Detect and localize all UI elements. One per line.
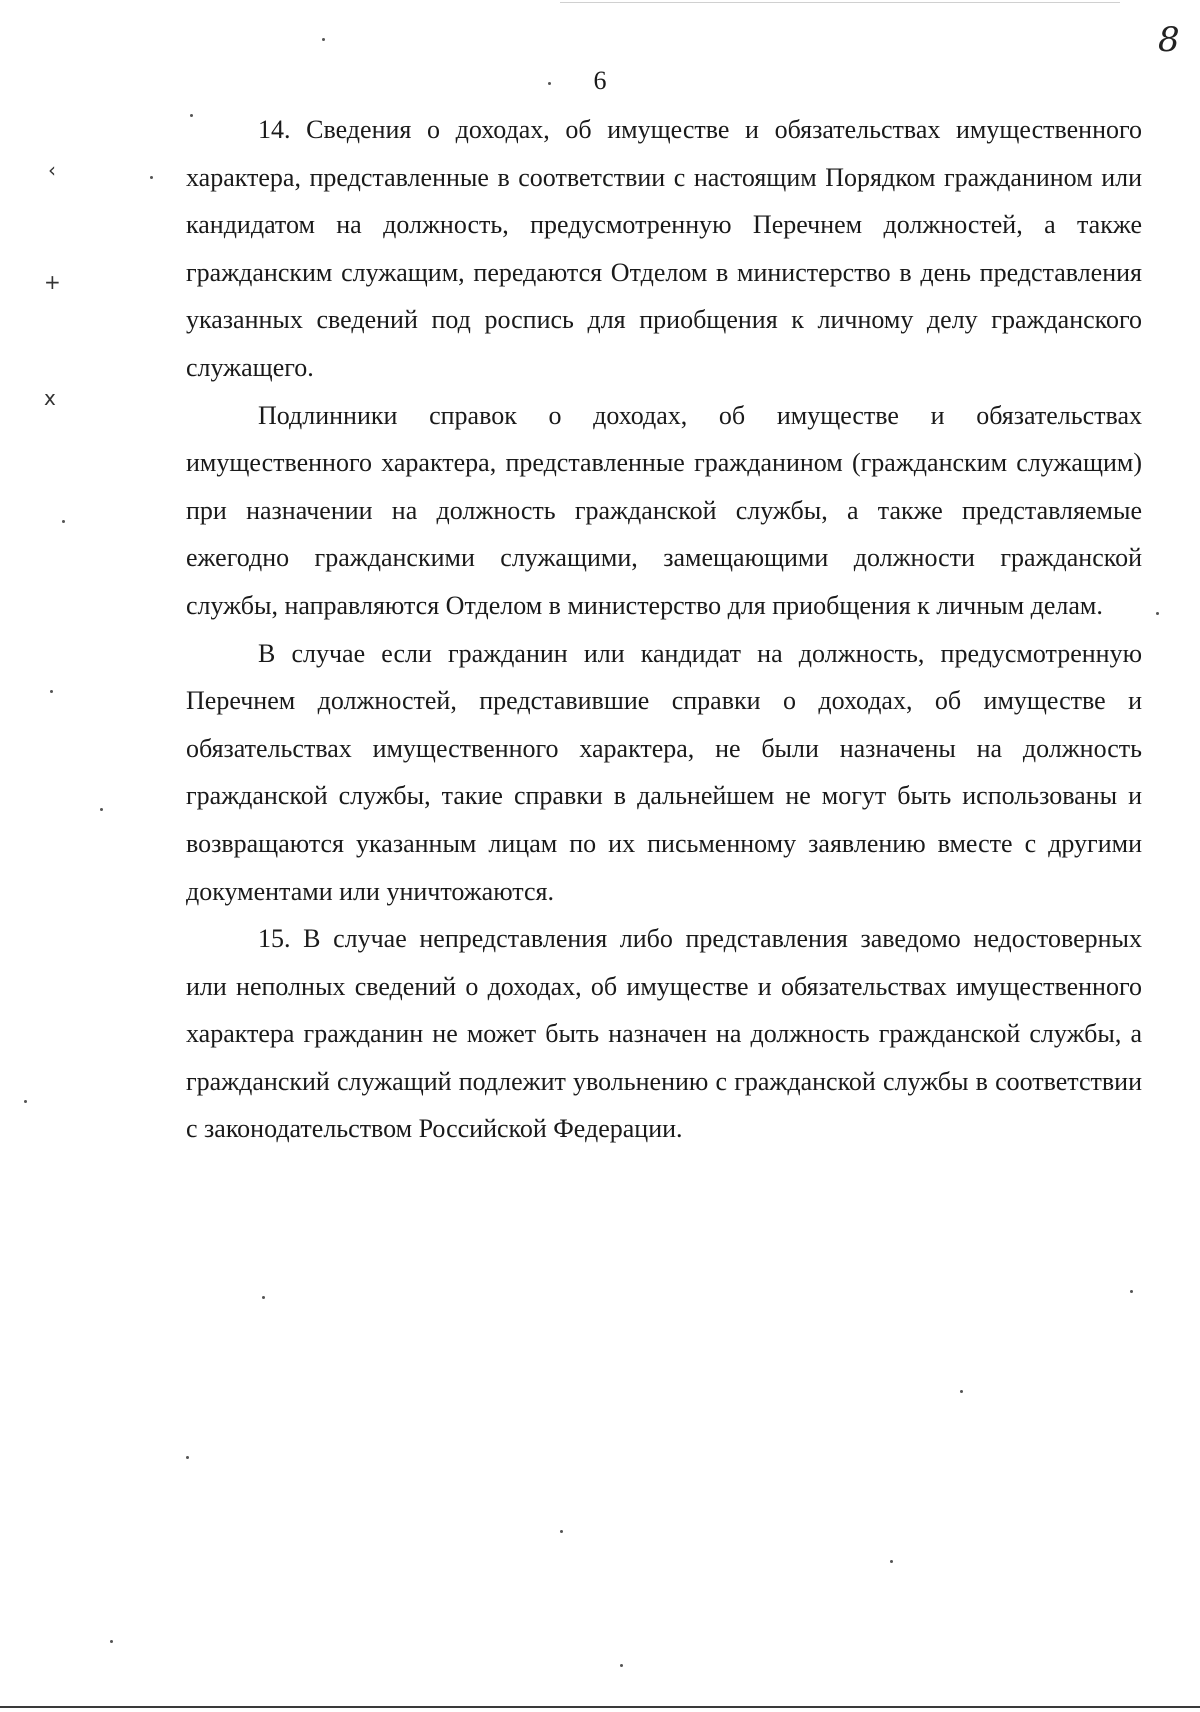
scan-speck (322, 38, 325, 41)
scan-speck (1130, 1290, 1133, 1293)
margin-mark-1: ‹ (48, 158, 56, 182)
margin-mark-2: + (44, 270, 61, 294)
margin-mark-3: x (44, 386, 56, 410)
scan-speck (890, 1560, 893, 1563)
scan-speck (62, 520, 65, 523)
scan-speck (1156, 612, 1159, 615)
scan-speck (50, 690, 53, 693)
handwritten-page-mark: 8 (1158, 20, 1180, 60)
paragraph-14: 14. Сведения о доходах, об имуществе и обязательствах имущественного характера, представленные в соответствии с настоящим Порядком гражданином или кандидатом на должность, предусмотренную Перечнем должностей, а также гражданским служащим, передаются Отделом в министерство в день представления указанных сведений под роспись для приобщения к личному делу гражданского служащего. (186, 115, 1142, 382)
scan-speck (620, 1664, 623, 1667)
scan-edge-line (0, 1706, 1200, 1708)
scan-speck (24, 1100, 27, 1103)
document-body (186, 106, 1142, 1153)
scan-speck (110, 1640, 113, 1643)
page-number: 6 (593, 66, 607, 95)
paragraph-originals: Подлинники справок о доходах, об имуществе и обязательствах имущественного характера, представленные гражданином (гражданским служащим) при назначении на должность гражданской службы, а также представляемые ежегодно гражданскими служащими, замещающими должности гражданской службы, направляются Отделом в министерство для приобщения к личным делам. (186, 400, 1142, 620)
scan-speck (560, 1530, 563, 1533)
scan-speck (262, 1296, 265, 1299)
scan-speck (960, 1390, 963, 1393)
scan-speck (548, 82, 551, 85)
paragraph-15: 15. В случае непредставления либо представления заведомо недостоверных или неполных сведений о доходах, об имуществе и обязательствах имущественного характера гражданин не может быть назначен на должность гражданской службы, а гражданский служащий подлежит увольнению с гражданской службы в соответствии с законодательством Российской Федерации. (186, 924, 1142, 1144)
scan-speck (100, 808, 103, 811)
scan-speck (190, 114, 193, 117)
paragraph-not-appointed: В случае если гражданин или кандидат на должность, предусмотренную Перечнем должностей, представившие справки о доходах, об имуществе и обязательствах имущественного характера, не были назначены на должность гражданской службы, такие справки в дальнейшем не могут быть использованы и возвращаются указанным лицам по их письменному заявлению вместе с другими документами или уничтожаются. (186, 638, 1142, 906)
scan-speck (150, 176, 153, 179)
scan-edge-line (560, 2, 1120, 3)
scan-speck (186, 1456, 189, 1459)
